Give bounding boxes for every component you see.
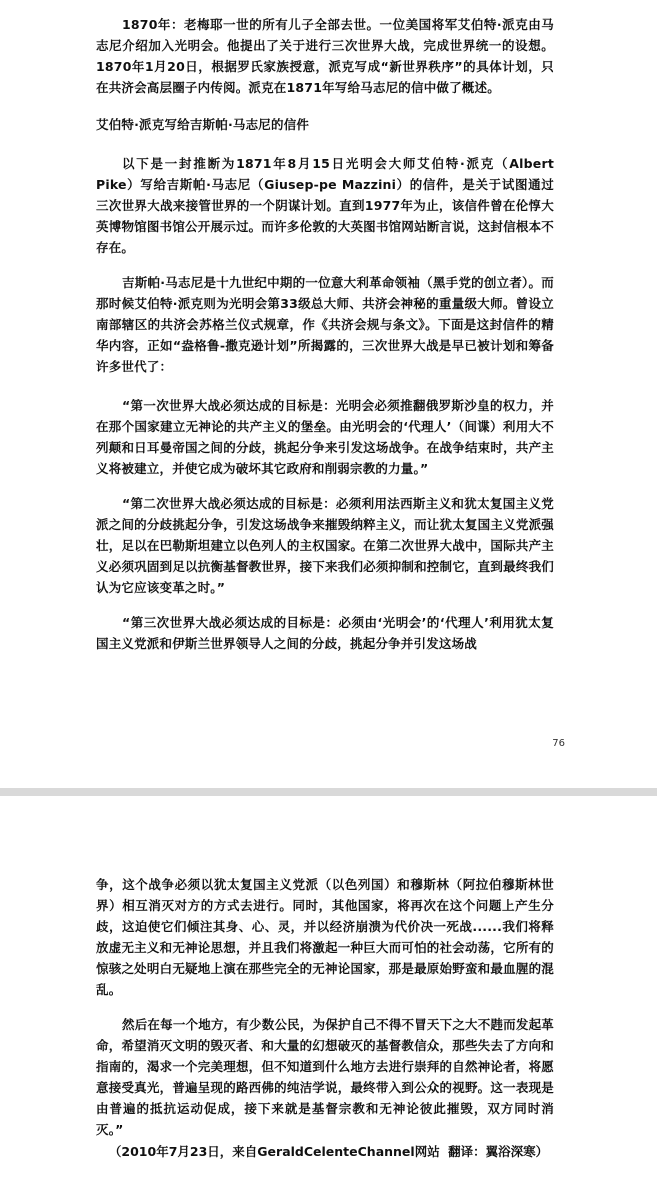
paragraph-letter-intro: 以下是一封推断为1871年8月15日光明会大师艾伯特·派克（Albert Pike）写给吉斯帕·马志尼（Giusep-pe Mazzini）的信件，是关于试图通过三次世界大战来接管世界的一个阴谋计划。直到1977年为止，该信件曾在伦惇大英博物馆图书馆公开展示过。而许多伦敦的大英图书馆网站断言说，这封信根本不存在。 [96, 156, 554, 255]
document-page-bottom [0, 796, 657, 1200]
page-top-content [96, 14, 554, 654]
quote-world-war-three-ending: 然后在每一个地方，有少数公民，为保护自己不得不冒天下之大不韪而发起革命，希望消灭文明的毁灭者、和大量的幻想破灭的基督教信众，那些失去了方向和指南的，渴求一个完美理想，但不知道到什么地方去进行崇拜的自然神论者，将愿意接受真光，普遍呈现的路西佛的纯洁学说，最终带入到公众的视野。这一表现是由普遍的抵抗运动促成，接下来就是基督宗教和无神论彼此摧毁，双方同时消灭。” [96, 1017, 554, 1137]
quote-world-war-two: “第二次世界大战必须达成的目标是：必须利用法西斯主义和犹太复国主义党派之间的分歧挑起分争，引发这场战争来摧毁纳粹主义，而让犹太复国主义党派强壮，足以在巴勒斯坦建立以色列人的主权国家。在第二次世界大战中，国际共产主义必须巩固到足以抗衡基督教世界，接下来我们必须抑制和控制它，直到最终我们认为它应该变革之时。” [96, 496, 554, 595]
page-divider [0, 788, 657, 796]
paragraph-mazzini-bio: 吉斯帕·马志尼是十九世纪中期的一位意大利革命领袖（黑手党的创立者）。而那时候艾伯特·派克则为光明会第33级总大师、共济会神秘的重量级大师。曾设立南部辖区的共济会苏格兰仪式规章，作《共济会规与条文》。下面是这封信件的精华内容，正如“盎格鲁-撒克逊计划”所揭露的，三次世界大战是早已被计划和筹备许多世代了： [96, 275, 554, 374]
quote-world-war-three-continued: 争，这个战争必须以犹太复国主义党派（以色列国）和穆斯林（阿拉伯穆斯林世界）相互消灭对方的方式去进行。同时，其他国家，将再次在这个问题上产生分歧，这迫使它们倾注其身、心、灵，并以经济崩溃为代价决一死战......我们将释放虚无主义和无神论思想，并且我们将激起一种巨大而可怕的社会动荡，它所有的惊骇之处明白无疑地上演在那些完全的无神论国家，那是最原始野蛮和最血腥的混乱。 [96, 877, 554, 997]
translator-line: 翻译：翼浴深寒） [448, 1144, 549, 1159]
paragraph-1870-history: 1870年：老梅耶一世的所有儿子全部去世。一位美国将军艾伯特·派克由马志尼介绍加入光明会。他提出了关于进行三次世界大战，完成世界统一的设想。1870年1月20日，根据罗氏家族授意，派克写成“新世界秩序”的具体计划，只在共济会高层圈子内传阅。派克在1871年写给马志尼的信中做了概述。 [96, 17, 554, 95]
quote-world-war-three-start: “第三次世界大战必须达成的目标是：必须由‘光明会’的‘代理人’利用犹太复国主义党派和伊斯兰世界领导人之间的分歧，挑起分争并引发这场战 [96, 615, 554, 651]
quote-world-war-one: “第一次世界大战必须达成的目标是：光明会必须推翻俄罗斯沙皇的权力，并在那个国家建立无神论的共产主义的堡垒。由光明会的‘代理人’（间谍）利用大不列颠和日耳曼帝国之间的分歧，挑起分争来引发这场战争。在战争结束时，共产主义将被建立，并使它成为破坏其它政府和削弱宗教的力量。” [96, 398, 554, 476]
page-number: 76 [552, 738, 565, 749]
source-attribution [0, 1142, 657, 1160]
section-heading-pike-letter: 艾伯特·派克写给吉斯帕·马志尼的信件 [96, 117, 310, 132]
page-bottom-content [96, 874, 554, 1140]
source-line: （2010年7月23日，来自GeraldCelenteChannel网站 [108, 1144, 440, 1159]
